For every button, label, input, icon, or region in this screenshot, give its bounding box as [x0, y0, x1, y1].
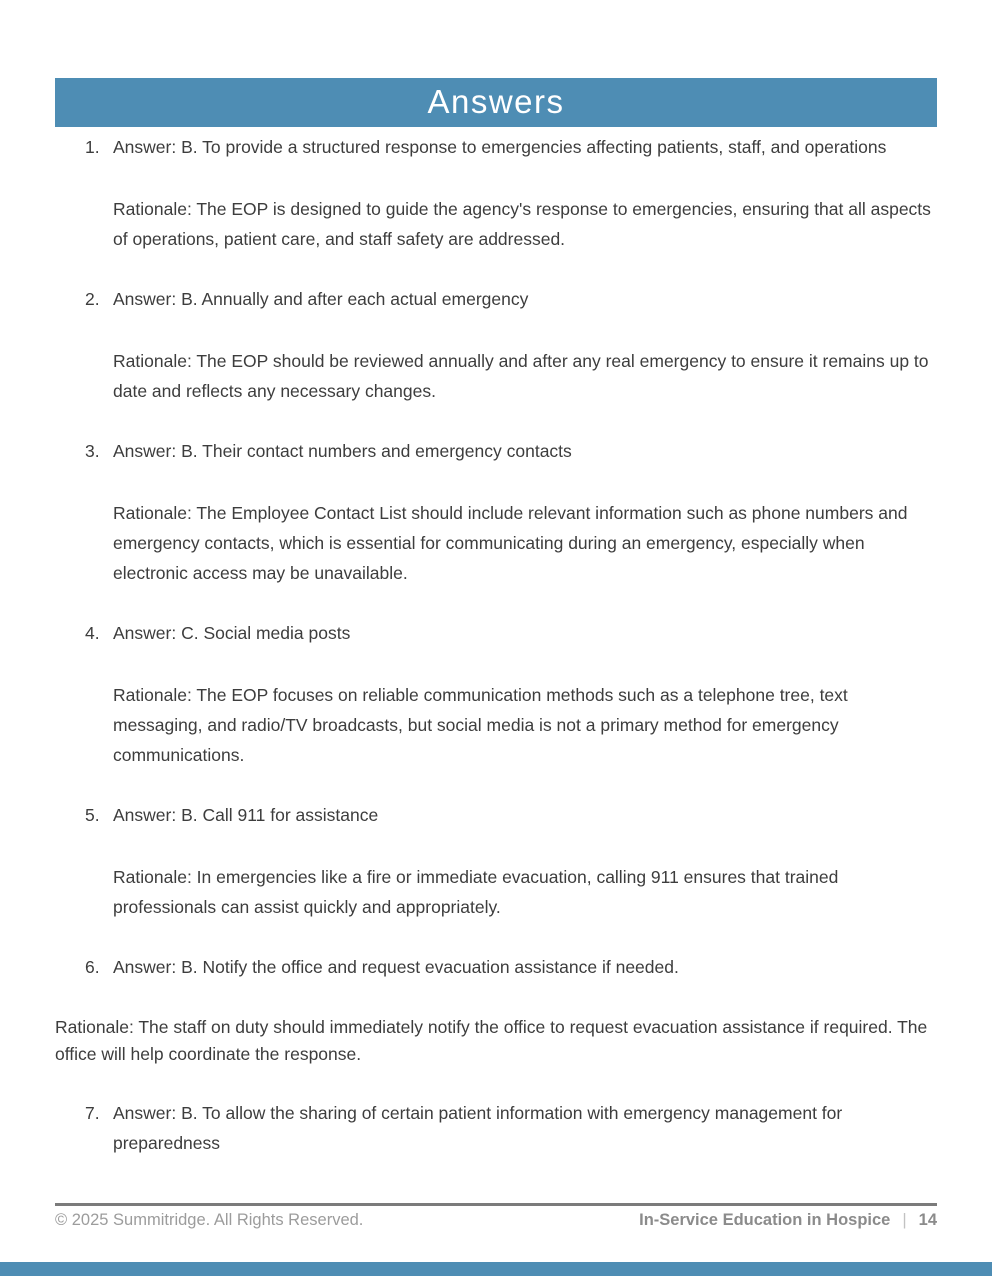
footer-divider	[55, 1203, 937, 1206]
rationale-text: Rationale: The Employee Contact List should include relevant information such as phone numbers and emergency contacts, which is essential for communicating during an emergency, especially when electronic access may be unavailable.	[113, 503, 908, 583]
footer	[55, 1209, 937, 1231]
answer-text: Answer: C. Social media posts	[113, 623, 351, 643]
page-number: 14	[918, 1211, 937, 1229]
doc-title: In-Service Education in Hospice	[639, 1211, 891, 1229]
answer-item-4	[55, 618, 937, 770]
answer-number: 1.	[85, 137, 100, 157]
rationale-text: Rationale: The EOP is designed to guide the agency's response to emergencies, ensuring that all aspects of operations, patient care, and staff safety are addressed.	[113, 199, 931, 249]
answer-number: 4.	[85, 623, 100, 643]
footer-right	[639, 1209, 937, 1231]
answer-number: 7.	[85, 1103, 100, 1123]
answer-text: Answer: B. Annually and after each actual emergency	[113, 289, 529, 309]
answers-list	[55, 132, 937, 1188]
rationale-text: Rationale: The staff on duty should immediately notify the office to request evacuation assistance if required. The office will help coordinate the response.	[55, 1017, 928, 1064]
answer-text: Answer: B. Notify the office and request evacuation assistance if needed.	[113, 957, 679, 977]
answer-text: Answer: B. Call 911 for assistance	[113, 805, 379, 825]
rationale-text: Rationale: The EOP focuses on reliable communication methods such as a telephone tree, text messaging, and radio/TV broadcasts, but social media is not a primary method for emergency communications.	[113, 685, 848, 765]
footer-separator: |	[902, 1211, 907, 1229]
answer-text: Answer: B. To allow the sharing of certain patient information with emergency management for preparedness	[113, 1103, 843, 1153]
bottom-accent-bar	[0, 1262, 992, 1276]
rationale-text: Rationale: The EOP should be reviewed annually and after any real emergency to ensure it remains up to date and reflects any necessary changes.	[113, 351, 929, 401]
answer-number: 2.	[85, 289, 100, 309]
copyright-text: © 2025 Summitridge. All Rights Reserved.	[55, 1211, 364, 1229]
answer-text: Answer: B. To provide a structured response to emergencies affecting patients, staff, and operations	[113, 137, 887, 157]
answers-header-bar	[55, 78, 937, 127]
answer-number: 5.	[85, 805, 100, 825]
answer-item-7	[55, 1098, 937, 1158]
answer-item-1	[55, 132, 937, 254]
answer-text: Answer: B. Their contact numbers and emergency contacts	[113, 441, 572, 461]
answer-item-3	[55, 436, 937, 588]
answer-number: 6.	[85, 957, 100, 977]
answer-item-2	[55, 284, 937, 406]
page-title: Answers	[427, 83, 565, 120]
answer-item-6	[55, 952, 937, 1068]
rationale-text: Rationale: In emergencies like a fire or immediate evacuation, calling 911 ensures that trained professionals can assist quickly and appropriately.	[113, 867, 839, 917]
answer-item-5	[55, 800, 937, 922]
answer-number: 3.	[85, 441, 100, 461]
